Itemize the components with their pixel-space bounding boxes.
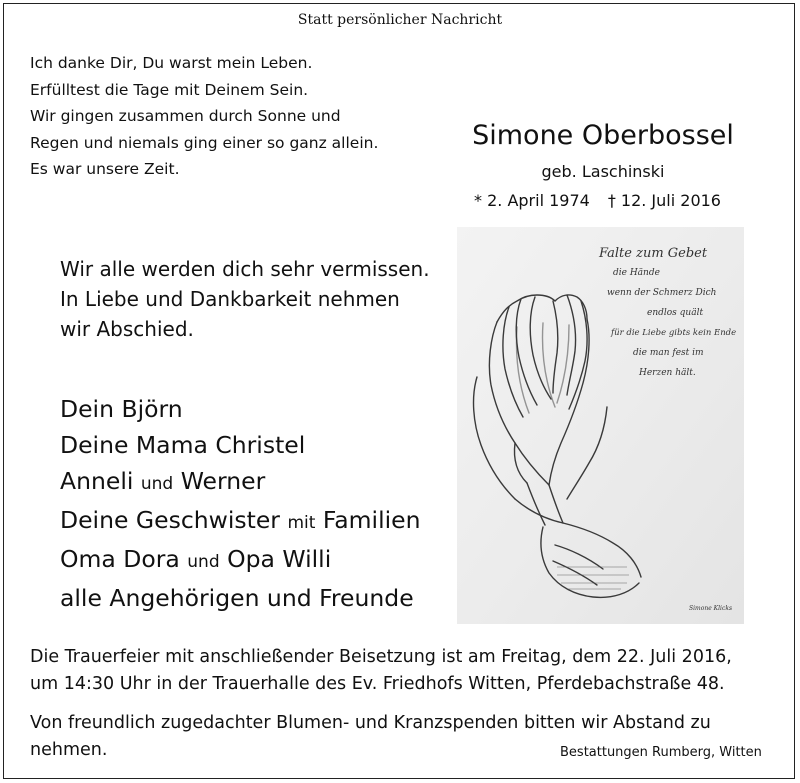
conjunction: und xyxy=(140,474,174,494)
farewell-line: In Liebe und Dankbarkeit nehmen xyxy=(60,287,400,311)
birth-date: * 2. April 1974 xyxy=(474,191,590,210)
funeral-line: um 14:30 Uhr in der Trauerhalle des Ev. Friedhofs Witten, Pferdebachstraße 48. xyxy=(30,674,725,694)
poem-line: Regen und niemals ging einer so ganz allein. xyxy=(30,133,379,152)
mourner-line xyxy=(60,580,420,616)
poem-line: Ich danke Dir, Du warst mein Leben. xyxy=(30,54,313,72)
farewell-line: Wir alle werden dich sehr vermissen. xyxy=(60,257,430,281)
poem-line: Wir gingen zusammen durch Sonne und xyxy=(30,107,341,125)
notice-header: Statt persönlicher Nachricht xyxy=(297,12,503,28)
poem xyxy=(30,50,378,183)
caption-line: wenn der Schmerz Dich xyxy=(607,288,717,298)
conjunction: mit xyxy=(287,513,316,533)
mourner-line xyxy=(60,463,420,502)
artist-signature: Simone Klicks xyxy=(689,605,733,612)
caption-line: endlos quält xyxy=(647,308,704,318)
drawing-paper xyxy=(457,227,744,624)
mourner-oma: Oma Dora xyxy=(60,545,180,573)
funeral-info xyxy=(30,644,732,698)
caption-line: die Hände xyxy=(613,268,660,278)
mourner-werner: Werner xyxy=(180,467,266,495)
undertaker-name: Bestattungen Rumberg, Witten xyxy=(560,745,762,760)
caption-line: Herzen hält. xyxy=(639,368,696,378)
life-dates xyxy=(474,191,721,210)
mourner-bjoern: Dein Björn xyxy=(60,395,183,423)
mourner-mama: Deine Mama Christel xyxy=(60,431,306,459)
poem-line: Erfülltest die Tage mit Deinem Sein. xyxy=(30,80,309,99)
mourner-relatives: alle Angehörigen und Freunde xyxy=(60,584,414,612)
mourners-list xyxy=(60,391,420,616)
mourner-line xyxy=(60,391,420,427)
flowers-line: Von freundlich zugedachter Blumen- und Kranzspenden bitten wir Abstand zu xyxy=(30,713,711,733)
deceased-name: Simone Oberbossel xyxy=(472,120,734,151)
caption-line: die man fest im xyxy=(633,348,704,358)
mourner-anneli: Anneli xyxy=(60,467,134,495)
mourner-line xyxy=(60,427,420,463)
flowers-line: nehmen. xyxy=(30,740,108,760)
caption-line: Falte zum Gebet xyxy=(599,246,708,261)
funeral-line: Die Trauerfeier mit anschließender Beisetzung ist am Freitag, dem 22. Juli 2016, xyxy=(30,647,732,667)
praying-hands-drawing xyxy=(457,227,744,624)
mourner-opa: Opa Willi xyxy=(227,545,332,573)
poem-line: Es war unsere Zeit. xyxy=(30,160,180,178)
caption-line: für die Liebe gibts kein Ende xyxy=(611,328,737,338)
mourner-families: Familien xyxy=(322,506,421,534)
mourner-siblings: Deine Geschwister xyxy=(60,506,280,534)
conjunction: und xyxy=(187,552,220,572)
farewell-text xyxy=(60,254,430,344)
mourner-line xyxy=(60,502,420,541)
farewell-line: wir Abschied. xyxy=(60,317,194,341)
mourner-line xyxy=(60,541,420,580)
birth-name: geb. Laschinski xyxy=(541,162,665,181)
death-date: † 12. Juli 2016 xyxy=(607,191,721,210)
